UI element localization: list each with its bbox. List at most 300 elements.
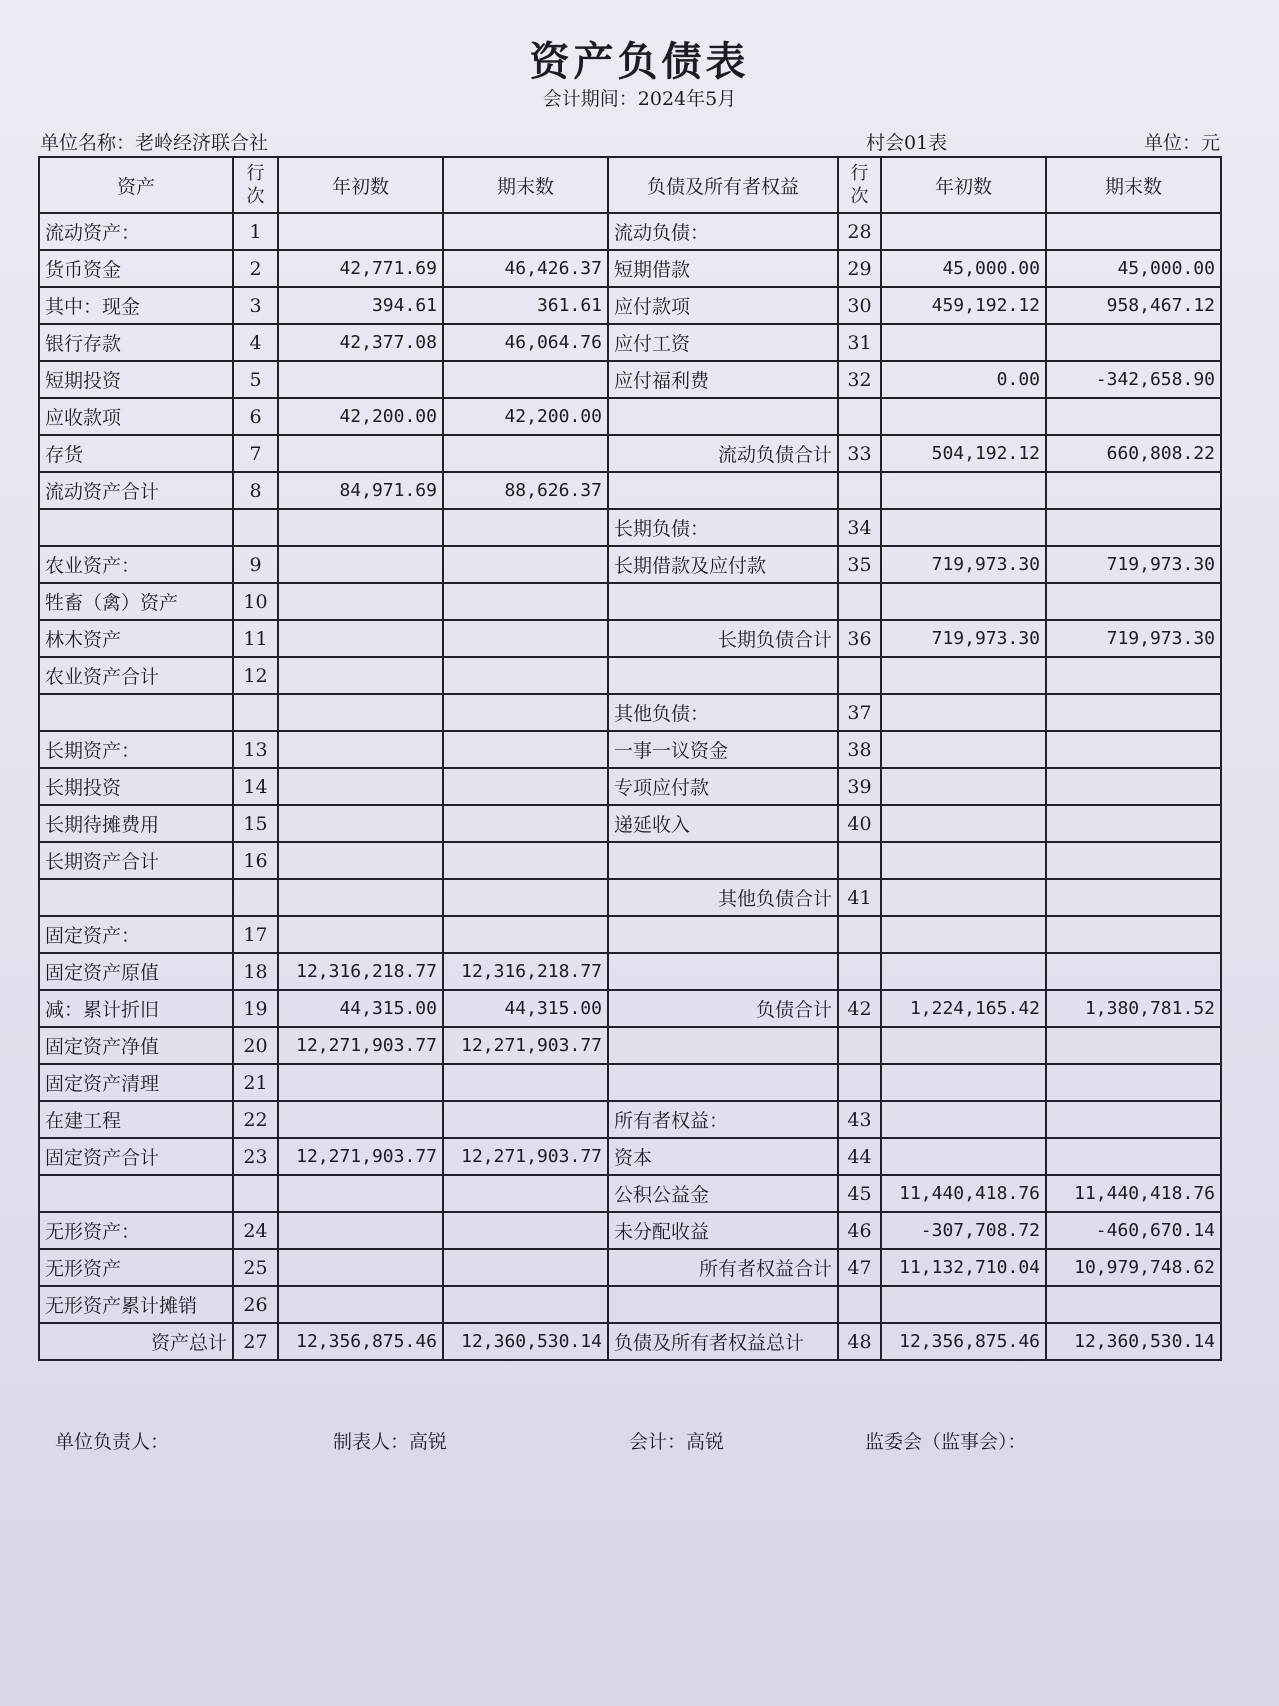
liability-end-value: 719,973.30 (1046, 546, 1221, 583)
asset-label: 减：累计折旧 (39, 990, 233, 1027)
accounting-period: 会计期间：2024年5月 (542, 88, 737, 110)
asset-begin-value (278, 768, 443, 805)
table-row (39, 546, 1221, 583)
liability-line-no: 42 (838, 990, 881, 1027)
liability-line-no: 31 (838, 324, 881, 361)
liability-begin-value (881, 1064, 1046, 1101)
header-line-no-top: 行 (246, 163, 265, 184)
liability-label (608, 583, 838, 620)
liability-label: 长期借款及应付款 (608, 546, 838, 583)
liability-begin-value (881, 694, 1046, 731)
org-name: 单位名称：老岭经济联合社 (40, 132, 269, 154)
liability-begin-value: 719,973.30 (881, 546, 1046, 583)
table-row (39, 731, 1221, 768)
liability-end-value (1046, 1286, 1221, 1323)
asset-line-no: 17 (233, 916, 278, 953)
asset-begin-value: 44,315.00 (278, 990, 443, 1027)
liability-end-value (1046, 1138, 1221, 1175)
asset-end-value: 88,626.37 (443, 472, 608, 509)
asset-begin-value: 42,771.69 (278, 250, 443, 287)
table-row (39, 509, 1221, 546)
asset-label: 固定资产原值 (39, 953, 233, 990)
asset-begin-value (278, 620, 443, 657)
asset-label: 固定资产清理 (39, 1064, 233, 1101)
asset-end-value (443, 805, 608, 842)
asset-begin-value (278, 1101, 443, 1138)
liability-end-value (1046, 213, 1221, 250)
asset-line-no: 10 (233, 583, 278, 620)
liability-end-value (1046, 731, 1221, 768)
asset-begin-value: 12,271,903.77 (278, 1138, 443, 1175)
liability-end-value: 1,380,781.52 (1046, 990, 1221, 1027)
liability-end-value: -460,670.14 (1046, 1212, 1221, 1249)
asset-label: 货币资金 (39, 250, 233, 287)
liability-end-value (1046, 879, 1221, 916)
asset-end-value (443, 1249, 608, 1286)
liability-end-value (1046, 509, 1221, 546)
liability-line-no (838, 916, 881, 953)
liability-begin-value: 11,440,418.76 (881, 1175, 1046, 1212)
asset-label: 银行存款 (39, 324, 233, 361)
asset-begin-value (278, 1064, 443, 1101)
liability-begin-value (881, 768, 1046, 805)
asset-line-no: 5 (233, 361, 278, 398)
liability-label: 所有者权益合计 (608, 1249, 838, 1286)
header-asset: 资产 (39, 157, 233, 213)
asset-begin-value (278, 509, 443, 546)
table-row (39, 1175, 1221, 1212)
table-row (39, 1212, 1221, 1249)
asset-begin-value (278, 546, 443, 583)
asset-begin-value: 42,200.00 (278, 398, 443, 435)
signature-supervisor: 监委会（监事会）： (865, 1431, 1027, 1453)
asset-begin-value (278, 435, 443, 472)
asset-begin-value (278, 1286, 443, 1323)
asset-line-no (233, 1175, 278, 1212)
asset-line-no: 24 (233, 1212, 278, 1249)
asset-begin-value: 394.61 (278, 287, 443, 324)
asset-end-value: 46,064.76 (443, 324, 608, 361)
liability-begin-value: -307,708.72 (881, 1212, 1046, 1249)
asset-begin-value (278, 1249, 443, 1286)
liability-line-no: 32 (838, 361, 881, 398)
asset-end-value (443, 842, 608, 879)
asset-label (39, 879, 233, 916)
liability-line-no: 45 (838, 1175, 881, 1212)
liability-begin-value (881, 879, 1046, 916)
asset-label: 农业资产合计 (39, 657, 233, 694)
liability-line-no (838, 657, 881, 694)
asset-end-value (443, 731, 608, 768)
asset-begin-value: 12,316,218.77 (278, 953, 443, 990)
liability-begin-value: 45,000.00 (881, 250, 1046, 287)
liability-line-no (838, 398, 881, 435)
asset-line-no: 13 (233, 731, 278, 768)
asset-label: 短期投资 (39, 361, 233, 398)
liability-begin-value: 719,973.30 (881, 620, 1046, 657)
asset-begin-value (278, 879, 443, 916)
liability-begin-value (881, 805, 1046, 842)
liability-end-value (1046, 472, 1221, 509)
header-line-no-top: 行 (850, 163, 869, 184)
liability-begin-value (881, 842, 1046, 879)
asset-end-value (443, 694, 608, 731)
asset-end-value: 42,200.00 (443, 398, 608, 435)
liability-begin-value (881, 953, 1046, 990)
asset-line-no: 16 (233, 842, 278, 879)
asset-label: 固定资产合计 (39, 1138, 233, 1175)
header-end-asset: 期末数 (443, 157, 608, 213)
liability-label: 短期借款 (608, 250, 838, 287)
asset-line-no: 20 (233, 1027, 278, 1064)
liability-end-value: 45,000.00 (1046, 250, 1221, 287)
table-row (39, 1249, 1221, 1286)
liability-end-value (1046, 916, 1221, 953)
report-meta (40, 128, 1220, 154)
liability-line-no: 39 (838, 768, 881, 805)
table-row (39, 842, 1221, 879)
liability-end-value (1046, 583, 1221, 620)
asset-end-value (443, 583, 608, 620)
asset-label: 牲畜（禽）资产 (39, 583, 233, 620)
asset-end-value: 12,316,218.77 (443, 953, 608, 990)
asset-line-no (233, 694, 278, 731)
header-begin-liab: 年初数 (881, 157, 1046, 213)
asset-line-no: 1 (233, 213, 278, 250)
liability-label: 应付福利费 (608, 361, 838, 398)
asset-end-value: 12,360,530.14 (443, 1323, 608, 1360)
liability-end-value (1046, 1027, 1221, 1064)
liability-label (608, 953, 838, 990)
header-line-no-asset (233, 157, 278, 213)
table-row (39, 916, 1221, 953)
signature-accountant: 会计：高锐 (629, 1431, 725, 1453)
asset-begin-value (278, 694, 443, 731)
table-row (39, 1064, 1221, 1101)
asset-begin-value (278, 1175, 443, 1212)
asset-end-value (443, 1101, 608, 1138)
currency-unit: 单位：元 (1143, 132, 1220, 154)
liability-line-no: 38 (838, 731, 881, 768)
table-row (39, 694, 1221, 731)
table-row (39, 361, 1221, 398)
table-row (39, 250, 1221, 287)
asset-line-no: 25 (233, 1249, 278, 1286)
liability-label (608, 1286, 838, 1323)
asset-end-value (443, 1175, 608, 1212)
liability-line-no (838, 1027, 881, 1064)
asset-label: 无形资产： (39, 1212, 233, 1249)
asset-line-no: 21 (233, 1064, 278, 1101)
liability-label: 专项应付款 (608, 768, 838, 805)
table-row (39, 213, 1221, 250)
header-line-no-bottom: 次 (850, 186, 869, 207)
liability-end-value: 10,979,748.62 (1046, 1249, 1221, 1286)
asset-label: 长期资产合计 (39, 842, 233, 879)
asset-begin-value (278, 213, 443, 250)
liability-label: 长期负债： (608, 509, 838, 546)
table-row (39, 1286, 1221, 1323)
liability-label: 公积公益金 (608, 1175, 838, 1212)
liability-line-no (838, 1286, 881, 1323)
liability-begin-value: 0.00 (881, 361, 1046, 398)
table-row (39, 1101, 1221, 1138)
asset-line-no: 6 (233, 398, 278, 435)
asset-label: 流动资产： (39, 213, 233, 250)
asset-line-no: 3 (233, 287, 278, 324)
table-row (39, 953, 1221, 990)
liability-begin-value (881, 916, 1046, 953)
liability-label: 负债及所有者权益总计 (608, 1323, 838, 1360)
liability-label: 负债合计 (608, 990, 838, 1027)
asset-begin-value: 12,356,875.46 (278, 1323, 443, 1360)
table-row (39, 990, 1221, 1027)
asset-label: 长期资产： (39, 731, 233, 768)
table-row (39, 1027, 1221, 1064)
liability-line-no: 43 (838, 1101, 881, 1138)
table-row (39, 472, 1221, 509)
liability-line-no: 29 (838, 250, 881, 287)
liability-label (608, 398, 838, 435)
asset-line-no: 22 (233, 1101, 278, 1138)
page-title: 资产负债表 (529, 38, 750, 85)
header-line-no-liab (838, 157, 881, 213)
header-liabilities: 负债及所有者权益 (608, 157, 838, 213)
liability-line-no: 48 (838, 1323, 881, 1360)
liability-end-value: 958,467.12 (1046, 287, 1221, 324)
asset-end-value (443, 768, 608, 805)
table-row (39, 657, 1221, 694)
liability-label: 应付款项 (608, 287, 838, 324)
asset-end-value (443, 879, 608, 916)
liability-end-value: 12,360,530.14 (1046, 1323, 1221, 1360)
asset-end-value (443, 361, 608, 398)
liability-begin-value (881, 324, 1046, 361)
liability-line-no: 36 (838, 620, 881, 657)
asset-line-no: 8 (233, 472, 278, 509)
liability-line-no: 33 (838, 435, 881, 472)
table-row (39, 1138, 1221, 1175)
liability-begin-value: 459,192.12 (881, 287, 1046, 324)
asset-line-no (233, 879, 278, 916)
asset-end-value (443, 546, 608, 583)
liability-label: 其他负债合计 (608, 879, 838, 916)
asset-label: 流动资产合计 (39, 472, 233, 509)
asset-label: 长期投资 (39, 768, 233, 805)
asset-line-no: 14 (233, 768, 278, 805)
liability-end-value (1046, 768, 1221, 805)
asset-end-value: 361.61 (443, 287, 608, 324)
liability-begin-value (881, 398, 1046, 435)
asset-label: 无形资产 (39, 1249, 233, 1286)
liability-end-value (1046, 324, 1221, 361)
asset-label (39, 694, 233, 731)
liability-end-value (1046, 953, 1221, 990)
liability-label: 资本 (608, 1138, 838, 1175)
asset-end-value (443, 1064, 608, 1101)
table-row (39, 879, 1221, 916)
liability-begin-value (881, 213, 1046, 250)
liability-end-value (1046, 657, 1221, 694)
liability-end-value (1046, 398, 1221, 435)
liability-label: 长期负债合计 (608, 620, 838, 657)
asset-begin-value (278, 657, 443, 694)
liability-label: 所有者权益： (608, 1101, 838, 1138)
signature-head: 单位负责人： (55, 1431, 170, 1453)
signature-line (55, 1427, 1215, 1455)
liability-line-no: 30 (838, 287, 881, 324)
asset-label: 长期待摊费用 (39, 805, 233, 842)
liability-end-value (1046, 1064, 1221, 1101)
table-header-row (39, 157, 1221, 213)
liability-begin-value (881, 472, 1046, 509)
liability-begin-value (881, 1138, 1046, 1175)
liability-label: 流动负债： (608, 213, 838, 250)
liability-label: 一事一议资金 (608, 731, 838, 768)
liability-line-no: 41 (838, 879, 881, 916)
asset-label: 在建工程 (39, 1101, 233, 1138)
liability-label: 应付工资 (608, 324, 838, 361)
liability-line-no: 34 (838, 509, 881, 546)
liability-begin-value (881, 509, 1046, 546)
liability-begin-value (881, 1027, 1046, 1064)
liability-end-value (1046, 842, 1221, 879)
liability-line-no (838, 842, 881, 879)
liability-begin-value (881, 731, 1046, 768)
asset-label: 存货 (39, 435, 233, 472)
asset-label: 无形资产累计摊销 (39, 1286, 233, 1323)
asset-line-no: 15 (233, 805, 278, 842)
asset-label: 固定资产： (39, 916, 233, 953)
liability-end-value: 660,808.22 (1046, 435, 1221, 472)
asset-begin-value (278, 731, 443, 768)
asset-begin-value: 42,377.08 (278, 324, 443, 361)
liability-label (608, 657, 838, 694)
liability-line-no (838, 472, 881, 509)
form-number: 村会01表 (866, 132, 948, 154)
liability-end-value (1046, 1101, 1221, 1138)
balance-sheet-table (38, 156, 1222, 1361)
liability-label: 其他负债： (608, 694, 838, 731)
liability-line-no: 37 (838, 694, 881, 731)
table-row (39, 1323, 1221, 1360)
liability-line-no: 47 (838, 1249, 881, 1286)
asset-begin-value (278, 805, 443, 842)
liability-begin-value (881, 657, 1046, 694)
liability-begin-value (881, 1101, 1046, 1138)
table-row (39, 768, 1221, 805)
asset-end-value (443, 509, 608, 546)
asset-label: 农业资产： (39, 546, 233, 583)
asset-line-no: 4 (233, 324, 278, 361)
liability-end-value (1046, 805, 1221, 842)
liability-label (608, 1027, 838, 1064)
header-end-liab: 期末数 (1046, 157, 1221, 213)
liability-begin-value: 11,132,710.04 (881, 1249, 1046, 1286)
liability-line-no: 28 (838, 213, 881, 250)
header-line-no-bottom: 次 (246, 186, 265, 207)
asset-label (39, 1175, 233, 1212)
table-row (39, 583, 1221, 620)
asset-end-value (443, 213, 608, 250)
asset-begin-value (278, 842, 443, 879)
liability-label: 流动负债合计 (608, 435, 838, 472)
table-row (39, 398, 1221, 435)
asset-line-no (233, 509, 278, 546)
liability-label (608, 472, 838, 509)
asset-label: 资产总计 (39, 1323, 233, 1360)
liability-label (608, 1064, 838, 1101)
asset-end-value (443, 620, 608, 657)
liability-begin-value: 12,356,875.46 (881, 1323, 1046, 1360)
liability-end-value (1046, 694, 1221, 731)
asset-end-value (443, 1286, 608, 1323)
asset-line-no: 26 (233, 1286, 278, 1323)
asset-end-value: 12,271,903.77 (443, 1027, 608, 1064)
table-row (39, 805, 1221, 842)
liability-line-no (838, 1064, 881, 1101)
liability-begin-value (881, 583, 1046, 620)
liability-line-no (838, 953, 881, 990)
liability-line-no: 40 (838, 805, 881, 842)
asset-label: 固定资产净值 (39, 1027, 233, 1064)
liability-end-value: -342,658.90 (1046, 361, 1221, 398)
header-begin-asset: 年初数 (278, 157, 443, 213)
liability-label: 递延收入 (608, 805, 838, 842)
asset-begin-value: 84,971.69 (278, 472, 443, 509)
liability-begin-value (881, 1286, 1046, 1323)
asset-label: 林木资产 (39, 620, 233, 657)
asset-line-no: 9 (233, 546, 278, 583)
asset-end-value: 46,426.37 (443, 250, 608, 287)
asset-end-value (443, 435, 608, 472)
signature-preparer: 制表人：高锐 (333, 1431, 448, 1453)
asset-label: 其中：现金 (39, 287, 233, 324)
asset-end-value: 12,271,903.77 (443, 1138, 608, 1175)
asset-line-no: 11 (233, 620, 278, 657)
liability-line-no (838, 583, 881, 620)
table-row (39, 435, 1221, 472)
liability-begin-value: 504,192.12 (881, 435, 1046, 472)
asset-line-no: 18 (233, 953, 278, 990)
asset-line-no: 12 (233, 657, 278, 694)
asset-label (39, 509, 233, 546)
asset-begin-value: 12,271,903.77 (278, 1027, 443, 1064)
liability-end-value: 719,973.30 (1046, 620, 1221, 657)
asset-end-value: 44,315.00 (443, 990, 608, 1027)
asset-line-no: 7 (233, 435, 278, 472)
asset-line-no: 23 (233, 1138, 278, 1175)
asset-line-no: 2 (233, 250, 278, 287)
liability-label: 未分配收益 (608, 1212, 838, 1249)
table-body (39, 213, 1221, 1360)
table-row (39, 324, 1221, 361)
asset-line-no: 27 (233, 1323, 278, 1360)
asset-end-value (443, 1212, 608, 1249)
table-row (39, 287, 1221, 324)
table-row (39, 620, 1221, 657)
asset-begin-value (278, 583, 443, 620)
liability-line-no: 46 (838, 1212, 881, 1249)
liability-line-no: 44 (838, 1138, 881, 1175)
asset-end-value (443, 916, 608, 953)
liability-begin-value: 1,224,165.42 (881, 990, 1046, 1027)
asset-label: 应收款项 (39, 398, 233, 435)
asset-line-no: 19 (233, 990, 278, 1027)
asset-begin-value (278, 916, 443, 953)
asset-begin-value (278, 361, 443, 398)
liability-line-no: 35 (838, 546, 881, 583)
